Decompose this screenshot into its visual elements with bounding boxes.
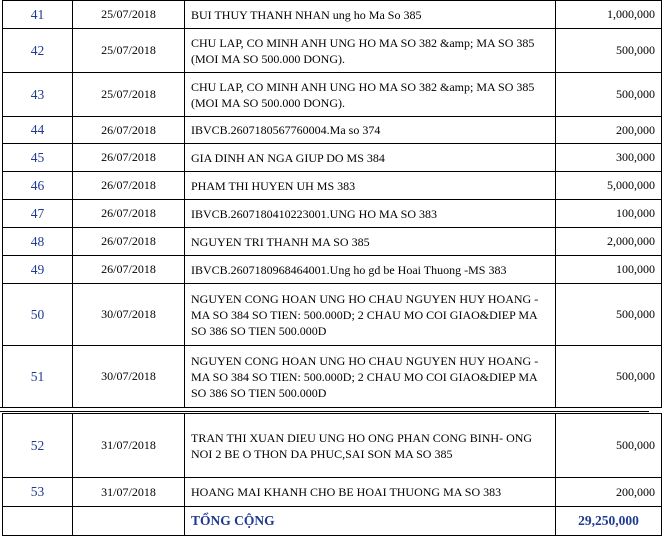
row-description: NGUYEN TRI THANH MA SO 385 xyxy=(185,228,556,256)
row-amount: 500,000 xyxy=(556,29,662,73)
total-label: TỔNG CỘNG xyxy=(185,507,556,536)
row-description: HOANG MAI KHANH CHO BE HOAI THUONG MA SO 383 xyxy=(185,478,556,507)
table-row xyxy=(3,172,662,200)
table-row xyxy=(3,346,662,408)
table-row xyxy=(3,29,662,73)
row-amount: 2,000,000 xyxy=(556,228,662,256)
row-amount: 500,000 xyxy=(556,284,662,346)
divider xyxy=(0,407,649,408)
row-amount: 5,000,000 xyxy=(556,172,662,200)
row-description: IBVCB.2607180567760004.Ma so 374 xyxy=(185,117,556,144)
divider xyxy=(0,411,649,412)
row-description: PHAM THI HUYEN UH MS 383 xyxy=(185,172,556,200)
row-date: 26/07/2018 xyxy=(73,172,185,200)
table-row xyxy=(3,478,662,507)
table-row xyxy=(3,73,662,117)
row-number: 47 xyxy=(3,200,73,228)
row-date: 31/07/2018 xyxy=(73,478,185,507)
row-description: BUI THUY THANH NHAN ung ho Ma So 385 xyxy=(185,1,556,29)
row-date: 25/07/2018 xyxy=(73,29,185,73)
row-description: GIA DINH AN NGA GIUP DO MS 384 xyxy=(185,144,556,172)
row-number: 50 xyxy=(3,284,73,346)
row-amount: 500,000 xyxy=(556,73,662,117)
row-date: 31/07/2018 xyxy=(73,414,185,478)
row-number: 48 xyxy=(3,228,73,256)
row-amount: 1,000,000 xyxy=(556,1,662,29)
row-number: 53 xyxy=(3,478,73,507)
row-number: 49 xyxy=(3,256,73,284)
row-description: IBVCB.2607180968464001.Ung ho gd be Hoai Thuong -MS 383 xyxy=(185,256,556,284)
row-number: 51 xyxy=(3,346,73,408)
row-date: 26/07/2018 xyxy=(73,144,185,172)
row-number: 52 xyxy=(3,414,73,478)
row-date: 30/07/2018 xyxy=(73,284,185,346)
row-date: 26/07/2018 xyxy=(73,256,185,284)
total-value: 29,250,000 xyxy=(556,507,662,536)
table-row xyxy=(3,144,662,172)
row-date: 26/07/2018 xyxy=(73,200,185,228)
row-amount: 200,000 xyxy=(556,117,662,144)
table-row xyxy=(3,414,662,478)
donation-table-top xyxy=(2,0,662,408)
row-number: 44 xyxy=(3,117,73,144)
table-row xyxy=(3,228,662,256)
row-date: 25/07/2018 xyxy=(73,73,185,117)
row-amount: 500,000 xyxy=(556,346,662,408)
row-description: NGUYEN CONG HOAN UNG HO CHAU NGUYEN HUY HOANG - MA SO 384 SO TIEN: 500.000D; 2 CHAU MO COI GIAO&DIEP MA SO 386 SO TIEN 500.000D xyxy=(185,346,556,408)
row-amount: 100,000 xyxy=(556,200,662,228)
row-description: CHU LAP, CO MINH ANH UNG HO MA SO 382 &amp; MA SO 385 (MOI MA SO 500.000 DONG). xyxy=(185,73,556,117)
row-amount: 100,000 xyxy=(556,256,662,284)
row-date: 26/07/2018 xyxy=(73,117,185,144)
row-description: IBVCB.2607180410223001.UNG HO MA SO 383 xyxy=(185,200,556,228)
table-row xyxy=(3,1,662,29)
total-row xyxy=(3,507,662,536)
row-description: TRAN THI XUAN DIEU UNG HO ONG PHAN CONG BINH- ONG NOI 2 BE O THON DA PHUC,SAI SON MA SO 385 xyxy=(185,414,556,478)
table-row xyxy=(3,117,662,144)
row-number: 46 xyxy=(3,172,73,200)
row-amount: 500,000 xyxy=(556,414,662,478)
row-date: 26/07/2018 xyxy=(73,228,185,256)
row-number: 41 xyxy=(3,1,73,29)
row-number: 42 xyxy=(3,29,73,73)
table-row xyxy=(3,200,662,228)
row-date: 25/07/2018 xyxy=(73,1,185,29)
donation-table-bottom xyxy=(2,413,662,536)
table-row xyxy=(3,284,662,346)
row-number: 43 xyxy=(3,73,73,117)
row-description: CHU LAP, CO MINH ANH UNG HO MA SO 382 &amp; MA SO 385 (MOI MA SO 500.000 DONG). xyxy=(185,29,556,73)
row-description: NGUYEN CONG HOAN UNG HO CHAU NGUYEN HUY HOANG - MA SO 384 SO TIEN: 500.000D; 2 CHAU MO COI GIAO&DIEP MA SO 386 SO TIEN 500.000D xyxy=(185,284,556,346)
row-amount: 300,000 xyxy=(556,144,662,172)
total-date-cell xyxy=(73,507,185,536)
row-number: 45 xyxy=(3,144,73,172)
table-row xyxy=(3,256,662,284)
total-no-cell xyxy=(3,507,73,536)
row-date: 30/07/2018 xyxy=(73,346,185,408)
row-amount: 200,000 xyxy=(556,478,662,507)
